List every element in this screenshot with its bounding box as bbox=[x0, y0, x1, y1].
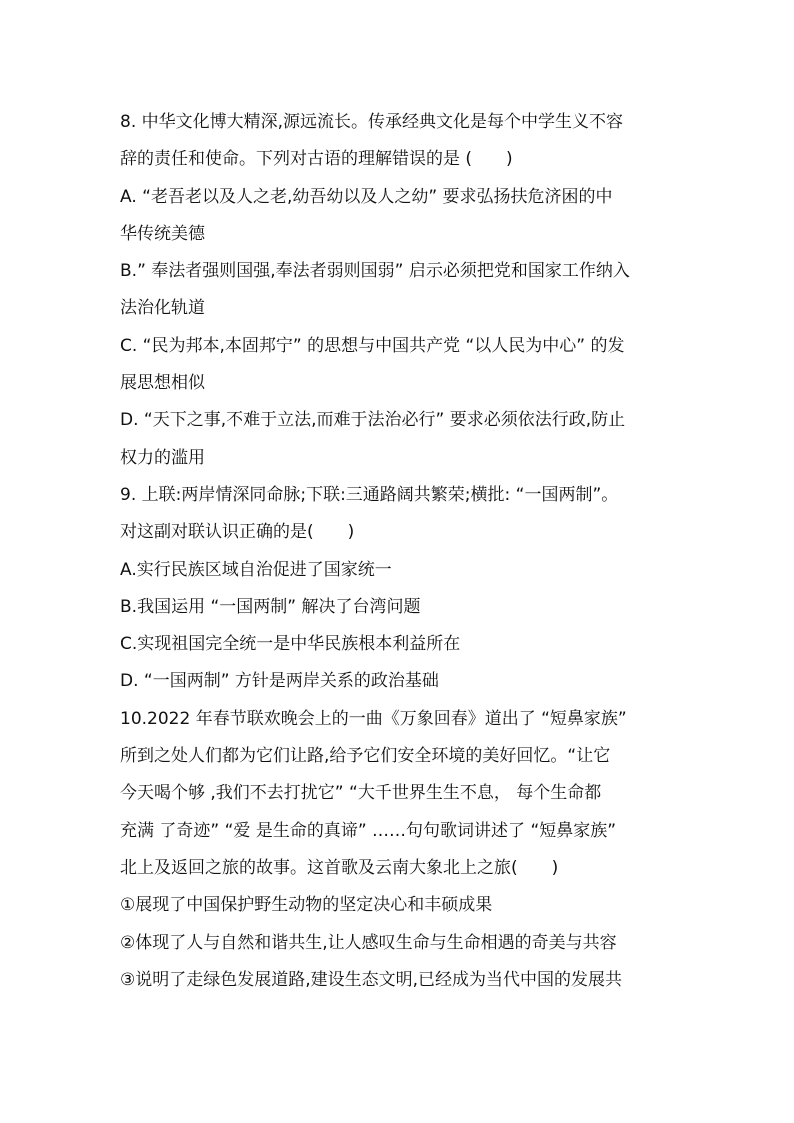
question-8-option-c-line-2: 展思想相似 bbox=[120, 373, 205, 394]
question-8-option-b-line-1: B.” 奉法者强则国强,奉法者弱则国弱” 启示必须把党和国家工作纳入 bbox=[120, 261, 630, 282]
question-8-stem-line-2: 辞的责任和使命。下列对古语的理解错误的是 ( ) bbox=[120, 149, 513, 170]
question-10-stem-line-5: 北上及返回之旅的故事。这首歌及云南大象北上之旅( ) bbox=[120, 857, 559, 878]
question-9-option-a: A.实行民族区域自治促进了国家统一 bbox=[120, 559, 392, 580]
question-9-stem-line-2: 对这副对联认识正确的是( ) bbox=[120, 522, 355, 543]
question-10-statement-3: ③说明了走绿色发展道路,建设生态文明,已经成为当代中国的发展共 bbox=[120, 969, 623, 990]
question-10-statement-1: ①展现了中国保护野生动物的坚定决心和丰硕成果 bbox=[120, 895, 493, 916]
question-10-stem-line-4: 充满 了奇迹” “爱 是生命的真谛” ……句句歌词讲述了 “短鼻家族” bbox=[120, 820, 617, 841]
question-8-option-d-line-2: 权力的滥用 bbox=[120, 447, 205, 468]
question-8-stem-line-1: 8. 中华文化博大精深,源远流长。传承经典文化是每个中学生义不容 bbox=[120, 112, 624, 132]
question-9-option-b: B.我国运用 “一国两制” 解决了台湾问题 bbox=[120, 596, 421, 617]
document-page bbox=[120, 104, 680, 999]
question-8 bbox=[120, 104, 680, 477]
question-8-option-a-line-2: 华传统美德 bbox=[120, 223, 205, 244]
question-9-stem-line-1: 9. 上联:两岸情深同命脉;下联:三通路阔共繁荣;横批: “一国两制”。 bbox=[120, 484, 619, 505]
question-10-statement-2: ②体现了人与自然和谐共生,让人感叹生命与生命相遇的奇美与共容 bbox=[120, 932, 617, 953]
question-8-option-a-line-1: A. “老吾老以及人之老,幼吾幼以及人之幼” 要求弘扬扶危济困的中 bbox=[120, 186, 613, 207]
question-9-option-d: D. “一国两制” 方针是两岸关系的政治基础 bbox=[120, 671, 439, 692]
question-10 bbox=[120, 701, 680, 999]
question-9 bbox=[120, 477, 680, 701]
question-8-option-d-line-1: D. “天下之事,不难于立法,而难于法治必行” 要求必须依法行政,防止 bbox=[120, 410, 626, 431]
question-10-stem-line-2: 所到之处人们都为它们让路,给予它们安全环境的美好回忆。“让它 bbox=[120, 746, 611, 767]
question-10-stem-line-3: 今天喝个够 ,我们不去打扰它” “大千世界生生不息， 每个生命都 bbox=[120, 783, 602, 804]
question-10-stem-line-1: 10.2022 年春节联欢晚会上的一曲《万象回春》道出了 “短鼻家族” bbox=[120, 708, 627, 729]
question-8-option-c-line-1: C. “民为邦本,本固邦宁” 的思想与中国共产党 “以人民为中心” 的发 bbox=[120, 335, 625, 356]
question-8-option-b-line-2: 法治化轨道 bbox=[120, 298, 205, 319]
question-9-option-c: C.实现祖国完全统一是中华民族根本利益所在 bbox=[120, 634, 461, 655]
